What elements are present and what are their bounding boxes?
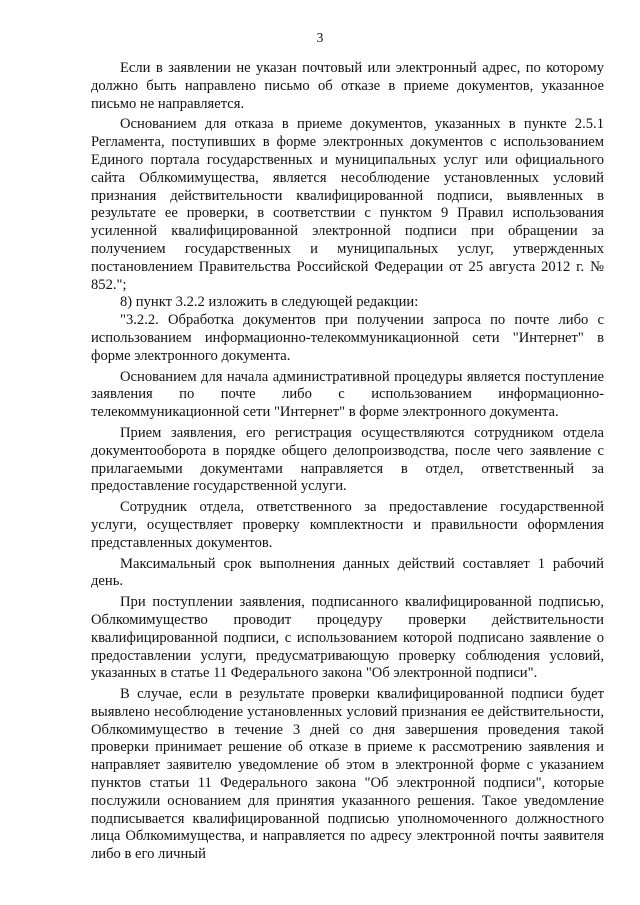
paragraph: Если в заявлении не указан почтовый или электронный адрес, по которому должно быть направлено письмо об отказе в приеме документов, указанное письмо не направляется. bbox=[91, 60, 604, 112]
document-body bbox=[91, 60, 604, 864]
paragraph: Сотрудник отдела, ответственного за предоставление государственной услуги, осуществляет проверку комплектности и правильности оформления представленных документов. bbox=[91, 499, 604, 551]
paragraph: Максимальный срок выполнения данных действий составляет 1 рабочий день. bbox=[91, 555, 604, 590]
paragraph: Основанием для начала административной процедуры является поступление заявления по почте либо с использованием информационно-телекоммуникационной сети "Интернет" в форме электронного документа. bbox=[91, 368, 604, 421]
paragraph: Прием заявления, его регистрация осуществляются сотрудником отдела документооборота в порядке общего делопроизводства, после чего заявление с прилагаемыми документами направляется в отдел, ответственный за предоставление государственной услуги. bbox=[91, 424, 604, 495]
paragraph: При поступлении заявления, подписанного квалифицированной подписью, Облкомимущество проводит процедуру проверки действительности квалифицированной подписи, с использованием которой подписано заявление о предоставлении услуги, предусматривающую проверку соблюдения условий, указанных в статье 11 Федерального закона "Об электронной подписи". bbox=[91, 594, 604, 682]
paragraph: В случае, если в результате проверки квалифицированной подписи будет выявлено несоблюдение установленных условий признания ее действительности, Облкомимущество в течение 3 дней со дня завершения проведения такой проверки принимает решение об отказе в приеме к рассмотрению заявления и направляет заявителю уведомление об этом в электронной форме с указанием пунктов статьи 11 Федерального закона "Об электронной подписи", которые послужили основанием для принятия указанного решения. Такое уведомление подписывается квалифицированной подписью уполномоченного должностного лица Облкомимущества, и направляется по адресу электронной почты заявителя либо в его личный bbox=[91, 686, 604, 863]
page-number: 3 bbox=[316, 30, 324, 45]
paragraph: 8) пункт 3.2.2 изложить в следующей редакции: bbox=[120, 294, 419, 311]
paragraph: "3.2.2. Обработка документов при получении запроса по почте либо с использованием информационно-телекоммуникационной сети "Интернет" в форме электронного документа. bbox=[91, 312, 604, 364]
paragraph: Основанием для отказа в приеме документов, указанных в пункте 2.5.1 Регламента, поступивших в форме электронных документов с использованием Единого портала государственных и муниципальных услуг или официального сайта Облкомимущества, является несоблюдение установленных условий признания действительности квалифицированной подписи, выявленных в результате ее проверки, в соответствии с пунктом 9 Правил использования усиленной квалифицированной электронной подписи при обращении за получением государственных и муниципальных услуг, утвержденных постановлением Правительства Российской Федерации от 25 августа 2012 г. № 852."; bbox=[91, 116, 604, 293]
